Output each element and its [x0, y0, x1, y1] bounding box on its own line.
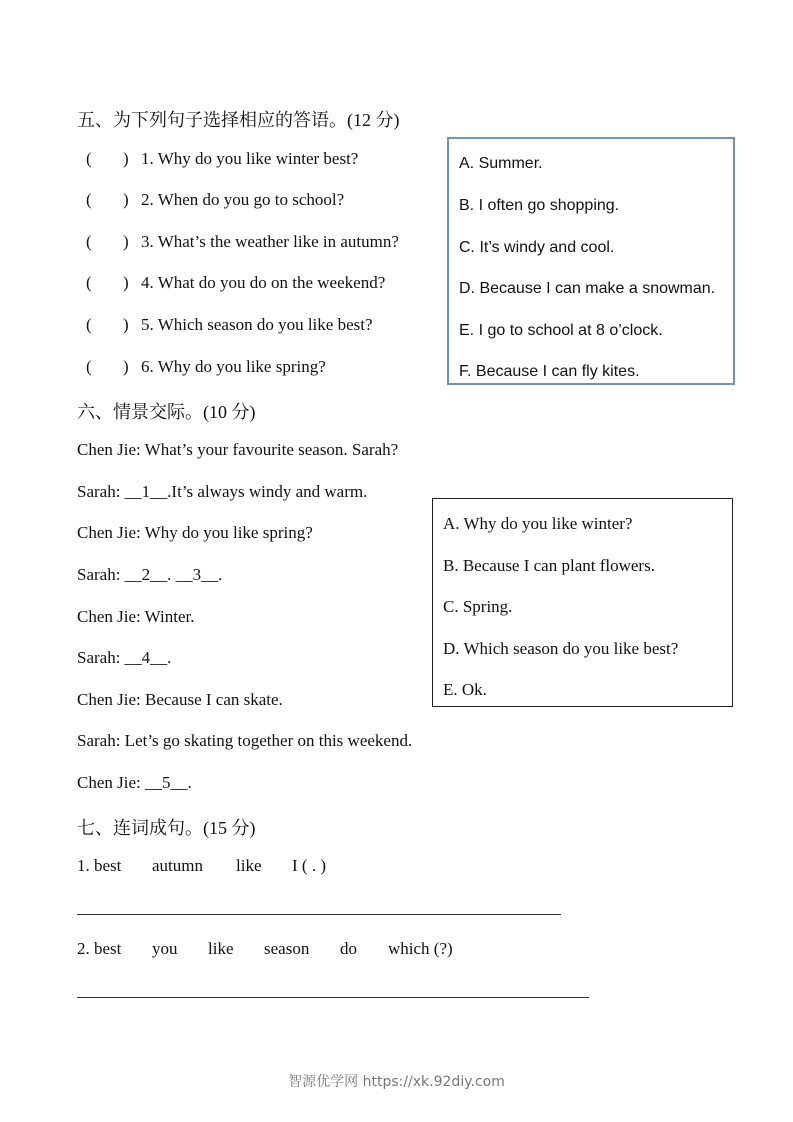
word: season	[264, 939, 310, 958]
dialogue-line: Chen Jie: Winter.	[77, 607, 195, 626]
dialogue-line: Sarah: __2__. __3__.	[77, 565, 223, 584]
question-text: 6. Why do you like spring?	[141, 357, 326, 376]
section6-heading: 六、情景交际。(10 分)	[77, 402, 256, 422]
answer-paren-close: )	[123, 273, 129, 292]
dialogue-line: Chen Jie: __5__.	[77, 773, 192, 792]
word: 2. best	[77, 939, 122, 958]
question-text: 5. Which season do you like best?	[141, 315, 373, 334]
dialogue-line: Sarah: __4__.	[77, 648, 172, 667]
section6-options-box	[432, 498, 733, 707]
option-item: B. Because I can plant flowers.	[443, 556, 655, 575]
section7-heading: 七、连词成句。(15 分)	[77, 818, 256, 838]
option-item: A. Summer.	[459, 155, 543, 172]
dialogue-line: Chen Jie: What’s your favourite season. Sarah?	[77, 440, 399, 459]
answer-line[interactable]	[77, 914, 561, 915]
section5-options-box	[447, 137, 735, 385]
question-row	[86, 315, 373, 335]
option-item: C. It’s windy and cool.	[459, 239, 615, 256]
option-item: D. Because I can make a snowman.	[459, 280, 716, 297]
answer-paren-open[interactable]: (	[86, 273, 92, 292]
question-row	[86, 149, 359, 169]
dialogue-line: Chen Jie: Why do you like spring?	[77, 523, 313, 542]
option-item: F. Because I can fly kites.	[459, 363, 640, 380]
answer-paren-open[interactable]: (	[86, 357, 92, 376]
question-row	[86, 273, 386, 293]
answer-paren-close: )	[123, 149, 129, 168]
question-text: 1. Why do you like winter best?	[141, 149, 359, 168]
option-item: E. I go to school at 8 o’clock.	[459, 322, 663, 339]
answer-line[interactable]	[77, 997, 589, 998]
question-row	[86, 190, 345, 210]
answer-paren-close: )	[123, 357, 129, 376]
answer-paren-open[interactable]: (	[86, 315, 92, 334]
footer-watermark: 智源优学网 https://xk.92diy.com	[288, 1074, 505, 1090]
question-text: 3. What’s the weather like in autumn?	[141, 232, 399, 251]
answer-paren-close: )	[123, 190, 129, 209]
dialogue-line: Sarah: Let’s go skating together on this weekend.	[77, 731, 413, 750]
question-row	[86, 357, 326, 377]
word: do	[340, 939, 357, 958]
word: autumn	[152, 856, 203, 875]
option-item: B. I often go shopping.	[459, 197, 620, 214]
option-item: A. Why do you like winter?	[443, 514, 633, 533]
answer-paren-open[interactable]: (	[86, 149, 92, 168]
option-item: C. Spring.	[443, 597, 513, 616]
answer-paren-open[interactable]: (	[86, 190, 92, 209]
answer-paren-open[interactable]: (	[86, 232, 92, 251]
question-text: 2. When do you go to school?	[141, 190, 345, 209]
option-item: E. Ok.	[443, 680, 487, 699]
option-item: D. Which season do you like best?	[443, 639, 679, 658]
word: like	[236, 856, 262, 875]
answer-paren-close: )	[123, 315, 129, 334]
section5-heading: 五、为下列句子选择相应的答语。(12 分)	[77, 110, 400, 130]
dialogue-line: Sarah: __1__.It’s always windy and warm.	[77, 482, 368, 501]
word: 1. best	[77, 856, 122, 875]
word: like	[208, 939, 234, 958]
word: which (?)	[388, 939, 453, 958]
question-row	[86, 232, 399, 252]
question-text: 4. What do you do on the weekend?	[141, 273, 386, 292]
answer-paren-close: )	[123, 232, 129, 251]
dialogue-line: Chen Jie: Because I can skate.	[77, 690, 283, 709]
word: I ( . )	[292, 856, 326, 875]
word: you	[152, 939, 178, 958]
